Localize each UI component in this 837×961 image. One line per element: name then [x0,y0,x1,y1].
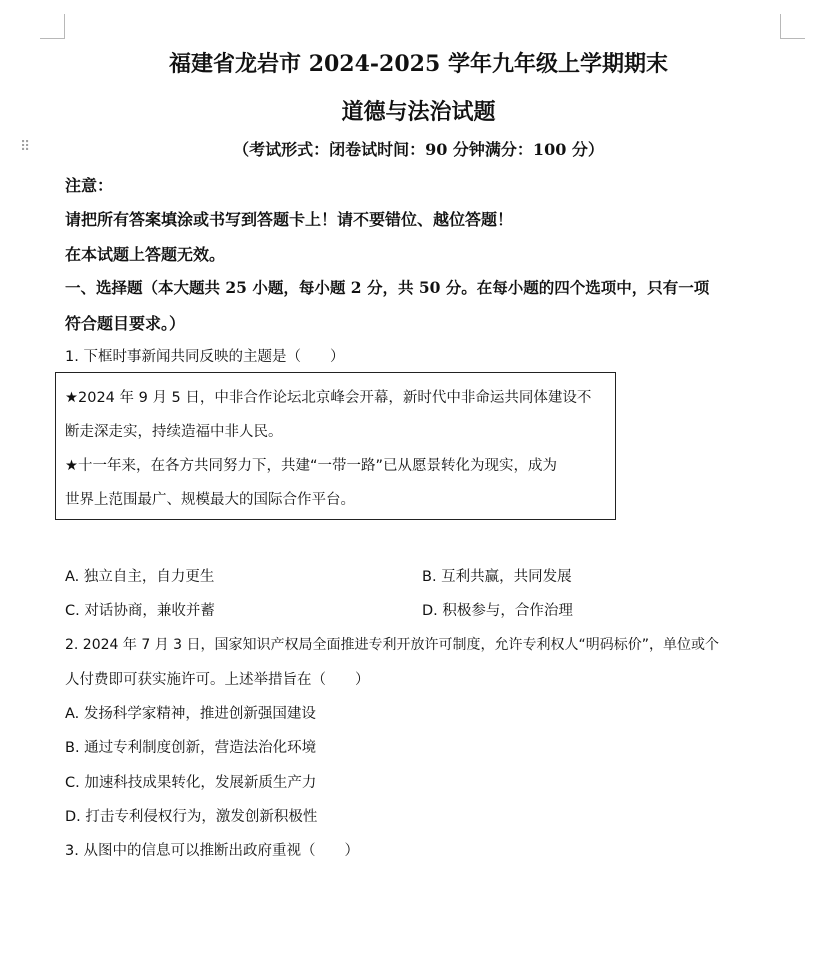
question-1-option-a[interactable]: A. 独立自主，自力更生 [65,569,215,585]
page-corner-mark-top-left [40,14,65,39]
question-1-stem: 1. 下框时事新闻共同反映的主题是（ ） [65,349,345,365]
notice-line-1: 请把所有答案填涂或书写到答题卡上！请不要错位、越位答题！ [65,210,514,229]
page-corner-mark-top-right [780,14,805,39]
question-1-option-b[interactable]: B. 互利共赢，共同发展 [422,569,572,585]
question-1-option-d[interactable]: D. 积极参与，合作治理 [422,603,573,619]
news-line-1: ★2024 年 9 月 5 日，中非合作论坛北京峰会开幕，新时代中非命运共同体建设不 [65,390,592,406]
question-3-stem: 3. 从图中的信息可以推断出政府重视（ ） [65,843,359,859]
drag-handle-icon[interactable]: ⠿ [20,139,30,155]
notice-line-2: 在本试题上答题无效。 [65,245,226,264]
news-line-2: 断走深走实，持续造福中非人民。 [65,424,283,440]
news-line-3: ★十一年来，在各方共同努力下，共建“一带一路”已从愿景转化为现实，成为 [65,458,558,474]
notice-label: 注意： [65,176,114,195]
news-box [55,372,616,520]
question-2-option-d[interactable]: D. 打击专利侵权行为，激发创新积极性 [65,809,318,825]
question-2-option-b[interactable]: B. 通过专利制度创新，营造法治化环境 [65,740,317,756]
question-2-option-a[interactable]: A. 发扬科学家精神，推进创新强国建设 [65,706,316,722]
section-heading: 一、选择题（本大题共 25 小题，每小题 2 分，共 50 分。在每小题的四个选项中，只有一项 [65,278,710,297]
question-1-option-c[interactable]: C. 对话协商，兼收并蓄 [65,603,215,619]
question-2-stem-cont: 人付费即可获实施许可。上述举措旨在（ ） [65,672,370,688]
section-heading-cont: 符合题目要求。） [65,314,186,333]
subject-title: 道德与法治试题 [341,99,496,125]
news-line-4: 世界上范围最广、规模最大的国际合作平台。 [65,492,355,508]
exam-info: （考试形式：闭卷试时间：90 分钟满分：100 分） [233,140,604,159]
exam-title: 福建省龙岩市 2024-2025 学年九年级上学期期末 [169,51,668,77]
question-2-option-c[interactable]: C. 加速科技成果转化，发展新质生产力 [65,775,317,791]
question-2-stem: 2. 2024 年 7 月 3 日，国家知识产权局全面推进专利开放许可制度，允许专利权人“明码标价”，单位或个 [65,637,720,653]
